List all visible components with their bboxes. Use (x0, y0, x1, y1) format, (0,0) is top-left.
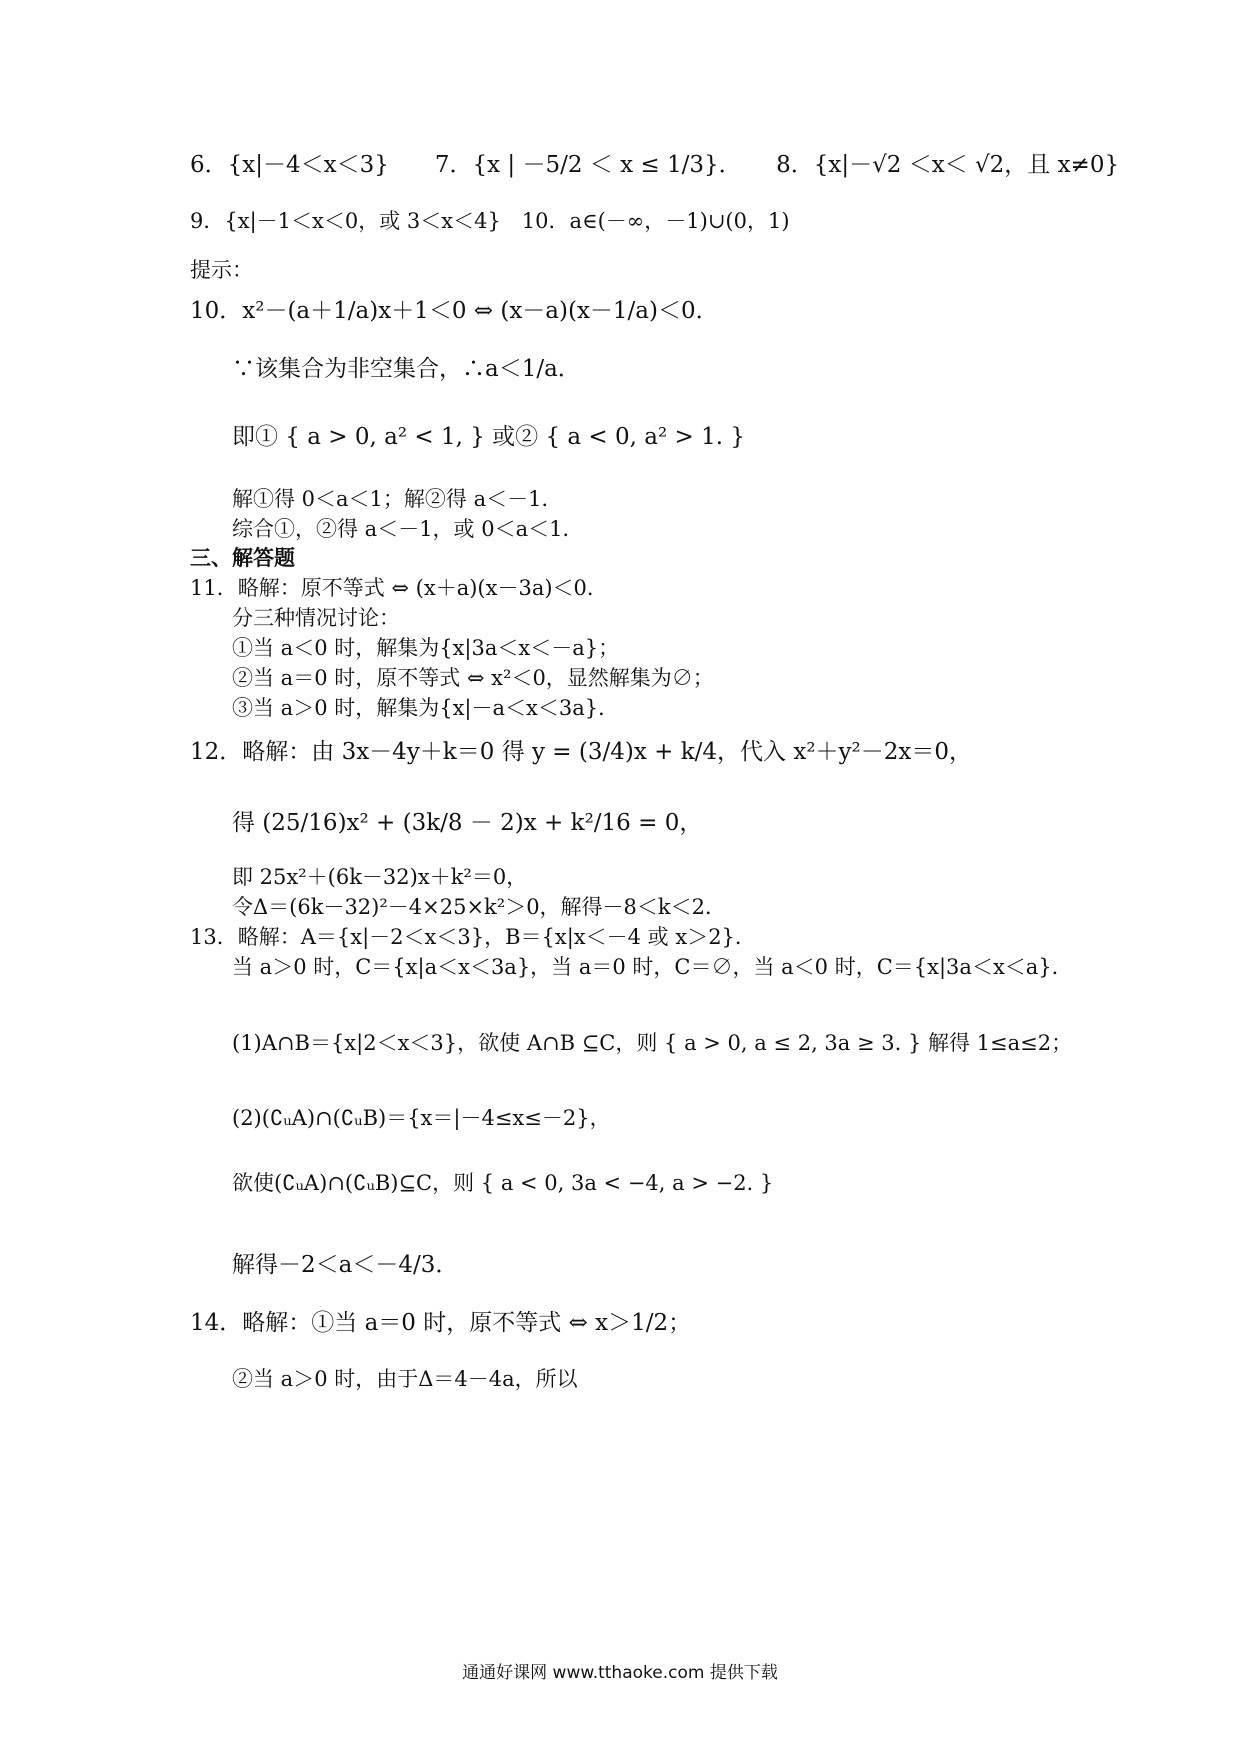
problem-13-result: 解得－2＜a＜－4/3． (232, 1252, 459, 1278)
problem-11-discussion: 分三种情况讨论： (232, 606, 400, 630)
hint-10-solve: 解①得 0＜a＜1；解②得 a＜－1． (232, 487, 563, 511)
hint-10-combine: 综合①，②得 a＜－1，或 0＜a＜1． (232, 517, 584, 541)
problem-13-part-1: (1)A∩B＝{x|2＜x＜3}，欲使 A∩B ⊆C，则 { a > 0, a ≤ 2, 3a ≥ 3. } 解得 1≤a≤2； (232, 1031, 1073, 1055)
hint-10-equivalence: 10．x²－(a＋1/a)x＋1＜0 ⇔ (x－a)(x－1/a)＜0． (190, 298, 719, 324)
hint-10-cases: 即① { a > 0, a² < 1, } 或② { a < 0, a² > 1. } (232, 424, 745, 450)
problem-11-title: 11．略解：原不等式 ⇔ (x＋a)(x－3a)＜0． (190, 576, 608, 600)
problem-14-title: 14．略解：①当 a＝0 时，原不等式 ⇔ x＞1/2； (190, 1310, 692, 1336)
answer-line-9-10: 9．{x|－1＜x＜0，或 3＜x＜4} 10．a∈(－∞，－1)∪(0，1) (190, 209, 790, 233)
problem-13-title: 13．略解：A＝{x|－2＜x＜3}，B＝{x|x＜－4 或 x＞2}． (190, 925, 756, 949)
problem-13-part-2-condition: 欲使(∁ᵤA)∩(∁ᵤB)⊆C，则 { a < 0, 3a < −4, a > −2. } (232, 1171, 774, 1195)
problem-11-case-1: ①当 a＜0 时，解集为{x|3a＜x＜－a}； (232, 636, 620, 660)
page-footer: 通通好课网 www.tthaoke.com 提供下载 (462, 1663, 778, 1683)
problem-12-simplified: 即 25x²＋(6k－32)x＋k²＝0， (232, 865, 528, 889)
hint-label: 提示： (190, 258, 253, 282)
answer-line-6-8: 6．{x|－4＜x＜3} 7．{x | －5/2 ＜ x ≤ 1/3}． 8．{x|－√2 ＜x＜ √2，且 x≠0} (190, 152, 1120, 178)
problem-12-substitution: 得 (25/16)x² + (3k/8 － 2)x + k²/16 = 0， (232, 810, 703, 836)
section-heading: 三、解答题 (190, 546, 295, 570)
problem-12-discriminant: 令Δ＝(6k－32)²－4×25×k²＞0，解得－8＜k＜2． (232, 895, 727, 919)
problem-14-case-2: ②当 a＞0 时，由于Δ＝4－4a，所以 (232, 1367, 578, 1391)
problem-13-set-c: 当 a＞0 时，C＝{x|a＜x＜3a}，当 a＝0 时，C＝∅，当 a＜0 时，C＝{x|3a＜x＜a}． (232, 955, 1073, 979)
problem-12-title: 12．略解：由 3x－4y＋k＝0 得 y = (3/4)x + k/4，代入 x²＋y²－2x＝0， (190, 739, 972, 765)
problem-11-case-2: ②当 a＝0 时，原不等式 ⇔ x²＜0，显然解集为∅； (232, 666, 714, 690)
problem-13-part-2: (2)(∁ᵤA)∩(∁ᵤB)＝{x＝|－4≤x≤－2}， (232, 1106, 611, 1130)
hint-10-nonempty: ∵该集合为非空集合，∴a＜1/a． (232, 356, 581, 382)
problem-11-case-3: ③当 a＞0 时，解集为{x|－a＜x＜3a}． (232, 696, 620, 720)
